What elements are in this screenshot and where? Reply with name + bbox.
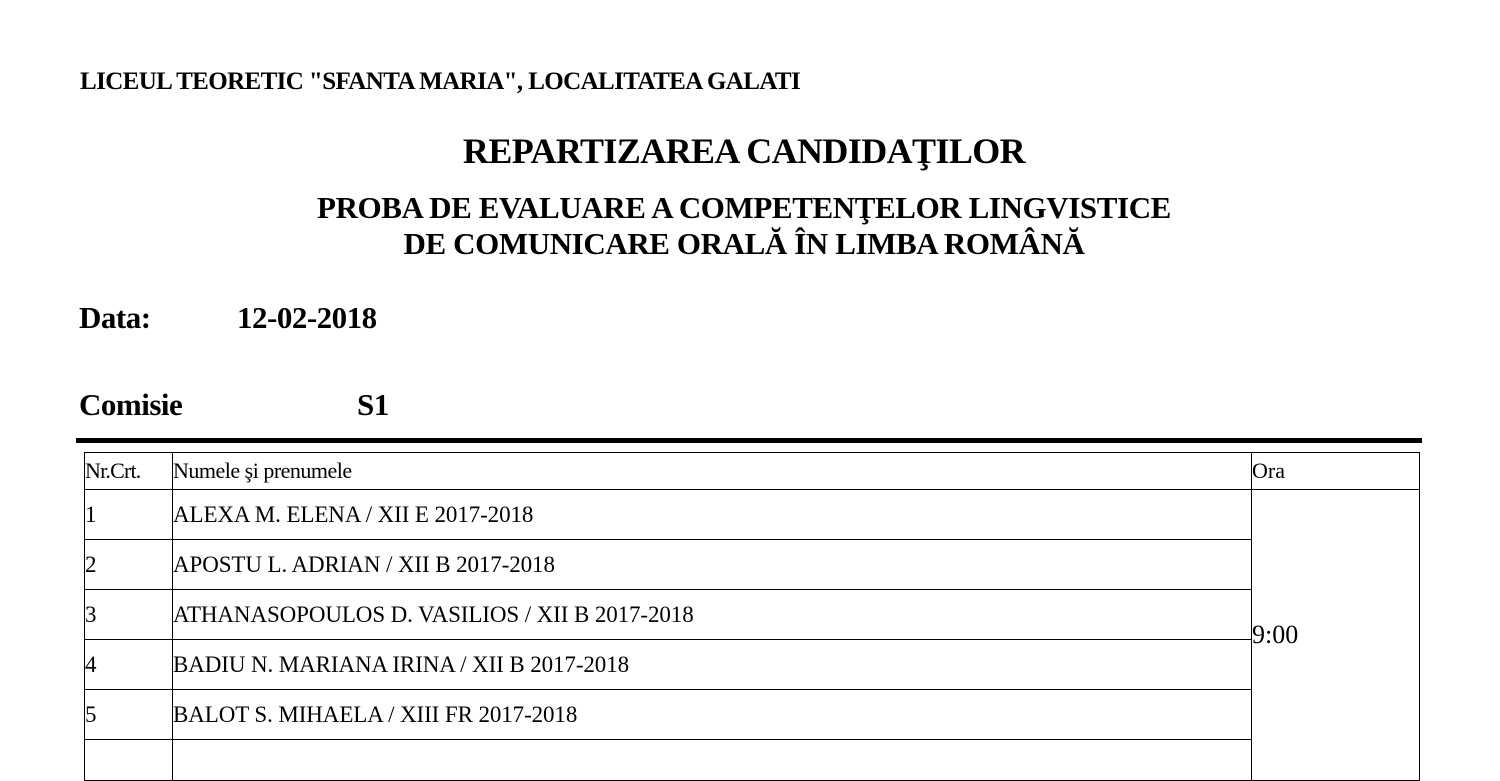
table-row (85, 490, 1420, 540)
table-row (85, 640, 1420, 690)
candidate-name: BADIU N. MARIANA IRINA / XII B 2017-2018 (173, 640, 1252, 690)
candidates-table (84, 452, 1420, 781)
table-row (85, 540, 1420, 590)
column-header-time: Ora (1252, 453, 1420, 490)
candidate-name: ALEXA M. ELENA / XII E 2017-2018 (173, 490, 1252, 540)
column-header-nr: Nr.Crt. (85, 453, 173, 490)
date-label: Data: (79, 300, 151, 335)
header-divider (76, 438, 1422, 443)
document-subtitle-line1: PROBA DE EVALUARE A COMPETENŢELOR LINGVISTICE (317, 190, 1171, 225)
commission-label: Comisie (79, 387, 183, 422)
row-number: 4 (85, 640, 173, 690)
date-value: 12-02-2018 (237, 300, 377, 335)
candidate-name: BALOT S. MIHAELA / XIII FR 2017-2018 (173, 690, 1252, 740)
row-number (85, 740, 173, 781)
table-row (85, 590, 1420, 640)
document-subtitle-line2: DE COMUNICARE ORALĂ ÎN LIMBA ROMÂNĂ (403, 226, 1085, 261)
row-number: 1 (85, 490, 173, 540)
school-name: LICEUL TEORETIC "SFANTA MARIA", LOCALITATEA GALATI (80, 68, 801, 95)
exam-time: 9:00 (1252, 490, 1420, 781)
row-number: 5 (85, 690, 173, 740)
candidate-name: ATHANASOPOULOS D. VASILIOS / XII B 2017-2018 (173, 590, 1252, 640)
commission-value: S1 (357, 387, 389, 422)
document-title: REPARTIZAREA CANDIDAŢILOR (462, 131, 1026, 171)
table-row (85, 740, 1420, 781)
candidate-name (173, 740, 1252, 781)
candidate-name: APOSTU L. ADRIAN / XII B 2017-2018 (173, 540, 1252, 590)
table-row (85, 690, 1420, 740)
table-header-row (85, 453, 1420, 490)
row-number: 2 (85, 540, 173, 590)
column-header-name: Numele şi prenumele (173, 453, 1252, 490)
row-number: 3 (85, 590, 173, 640)
